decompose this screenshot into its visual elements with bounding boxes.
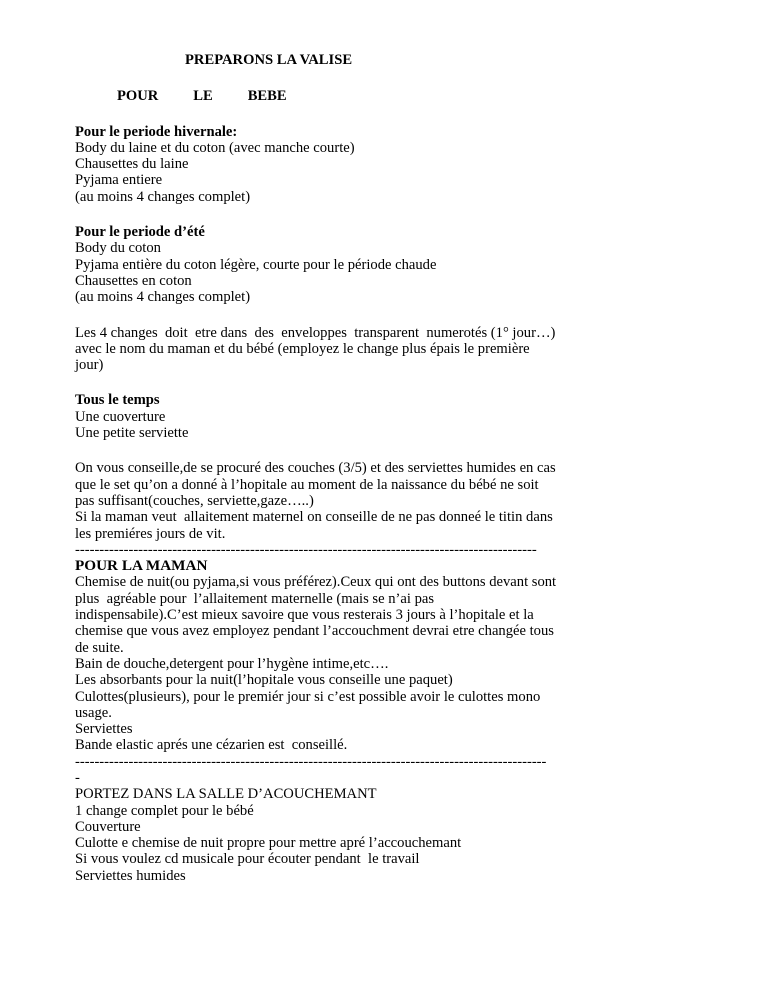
maman-section <box>75 558 635 786</box>
winter-line: Pyjama entiere <box>75 172 163 189</box>
advice-line: que le set qu’on a donné à l’hopitale au moment de la naissance du bébé ne soit <box>75 476 539 493</box>
separator-tail: - <box>75 769 80 786</box>
always-heading: Tous le temps <box>75 392 160 409</box>
maman-heading: POUR LA MAMAN <box>75 557 208 575</box>
maman-line: chemise que vous avez employez pendant l’accouchment devrai etre changée tous <box>75 623 554 640</box>
delivery-line: Si vous voulez cd musicale pour écouter pendant le travail <box>75 851 420 868</box>
document-title: PREPARONS LA VALISE <box>185 52 353 68</box>
delivery-section <box>75 786 635 884</box>
winter-heading: Pour le periode hivernale: <box>75 123 238 140</box>
maman-line: de suite. <box>75 639 124 656</box>
delivery-line: Serviettes humides <box>75 867 186 884</box>
maman-line: Les absorbants pour la nuit(l’hopitale vous conseille une paquet) <box>75 672 453 689</box>
maman-line: Culottes(plusieurs), pour le premiér jour si c’est possible avoir le culottes mono <box>75 688 541 705</box>
winter-line: Body du laine et du coton (avec manche courte) <box>75 139 355 156</box>
delivery-line: 1 change complet pour le bébé <box>75 802 254 819</box>
changes-note-line: jour) <box>75 357 104 374</box>
advice-line: pas suffisant(couches, serviette,gaze…..) <box>75 492 314 509</box>
changes-note-section <box>75 325 635 374</box>
delivery-line: Culotte e chemise de nuit propre pour mettre apré l’accouchemant <box>75 835 462 852</box>
document-subtitle: POUR LE BEBE <box>117 88 287 105</box>
advice-line: On vous conseille,de se procuré des couches (3/5) et des serviettes humides en cas <box>75 460 556 477</box>
advice-line: Si la maman veut allaitement maternel on conseille de ne pas donneé le titin dans <box>75 509 553 526</box>
summer-line: Body du coton <box>75 240 161 257</box>
winter-line: Chausettes du laine <box>75 156 189 173</box>
maman-line: usage. <box>75 704 112 721</box>
delivery-line: Couverture <box>75 818 141 835</box>
always-line: Une cuoverture <box>75 408 166 425</box>
maman-line: plus agréable pour l’allaitement maternelle (mais se n’ai pas <box>75 590 435 607</box>
always-line: Une petite serviette <box>75 425 189 442</box>
summer-line: Chausettes en coton <box>75 272 192 289</box>
maman-line: Bande elastic aprés une cézarien est conseillé. <box>75 737 348 754</box>
maman-line: Chemise de nuit(ou pyjama,si vous préférez).Ceux qui ont des buttons devant sont <box>75 574 557 591</box>
summer-line: Pyjama entière du coton légère, courte pour le période chaude <box>75 256 437 273</box>
maman-line: Serviettes <box>75 721 133 738</box>
summer-heading: Pour le periode d’été <box>75 224 205 241</box>
document-page <box>75 52 635 884</box>
changes-note-line: avec le nom du maman et du bébé (employez le change plus épais le première <box>75 340 530 357</box>
maman-line: Bain de douche,detergent pour l’hygène intime,etc…. <box>75 655 389 672</box>
always-section <box>75 392 635 441</box>
advice-section <box>75 460 635 558</box>
changes-note-line: Les 4 changes doit etre dans des enveloppes transparent numerotés (1° jour…) <box>75 324 556 341</box>
winter-section <box>75 124 635 205</box>
summer-line: (au moins 4 changes complet) <box>75 289 251 306</box>
winter-line: (au moins 4 changes complet) <box>75 188 251 205</box>
maman-line: indispensabile).C’est mieux savoire que vous resterais 3 jours à l’hopitale et la <box>75 607 534 624</box>
summer-section <box>75 224 635 305</box>
separator-line: ------------------------------------------------------------------------------------------------- <box>75 753 547 770</box>
delivery-heading: PORTEZ DANS LA SALLE D’ACOUCHEMANT <box>75 786 377 803</box>
advice-line: les premiéres jours de vit. <box>75 525 226 542</box>
separator-line: ----------------------------------------------------------------------------------------------- <box>75 541 537 558</box>
